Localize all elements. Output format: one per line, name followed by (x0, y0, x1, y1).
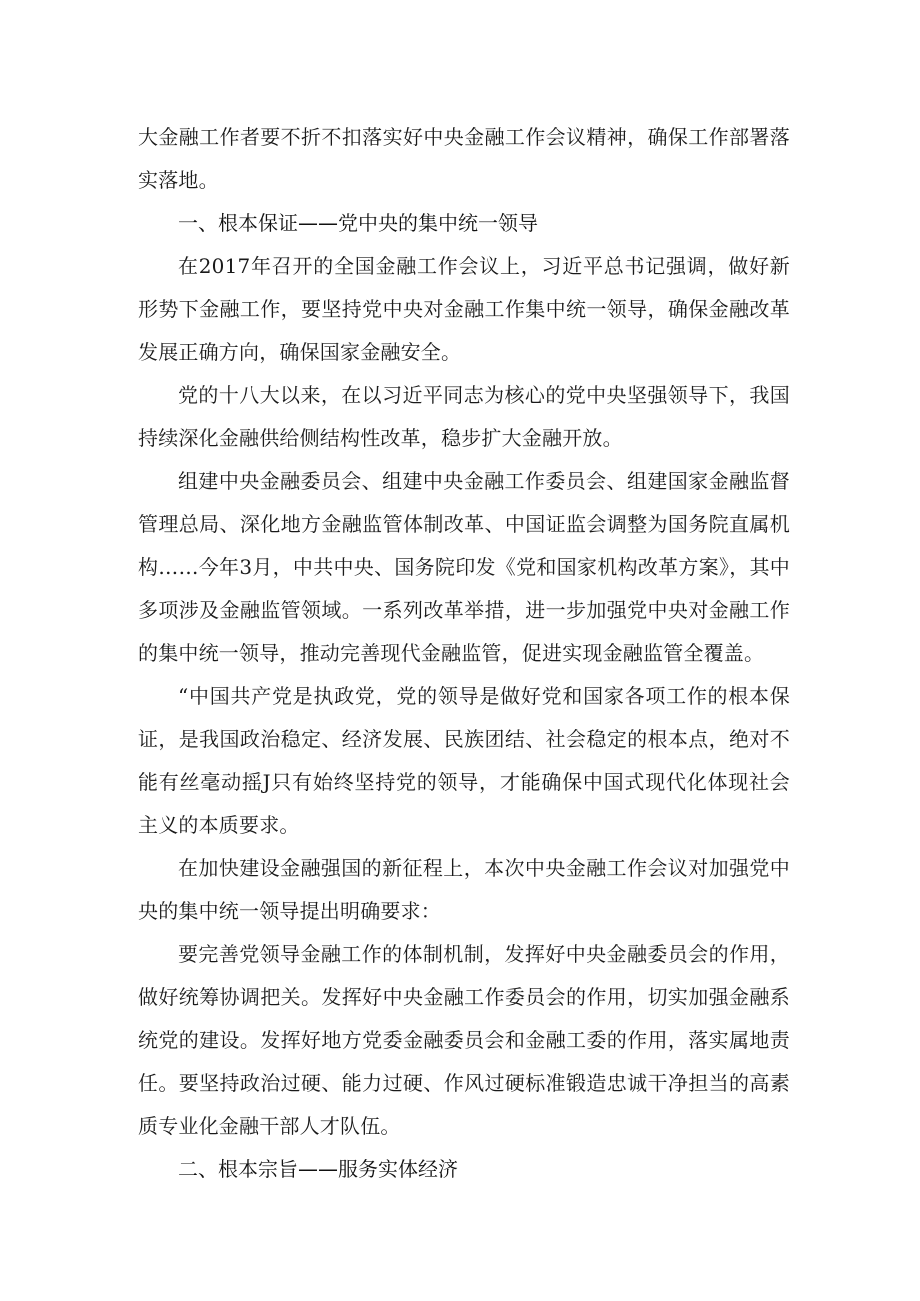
paragraph-4: “中国共产党是执政党，党的领导是做好党和国家各项工作的根本保证，是我国政治稳定、经济发展、民族团结、社会稳定的根本点，绝对不能有丝毫动摇J只有始终坚持党的领导，才能确保中国式现代化体现社会主义的本质要求。 (138, 684, 790, 837)
section-heading-2: 二、根本宗旨——服务实体经济 (178, 1157, 458, 1181)
paragraph-1: 在2017年召开的全国金融工作会议上，习近平总书记强调，做好新形势下金融工作，要坚持党中央对金融工作集中统一领导，确保金融改革发展正确方向，确保国家金融安全。 (138, 254, 790, 364)
paragraph-3: 组建中央金融委员会、组建中央金融工作委员会、组建国家金融监督管理总局、深化地方金融监管体制改革、中国证监会调整为国务院直属机构……今年3月，中共中央、国务院印发《党和国家机构改革方案》，其中多项涉及金融监管领域。一系列改革举措，进一步加强党中央对金融工作的集中统一领导，推动完善现代金融监管，促进实现金融监管全覆盖。 (138, 469, 790, 665)
continuation-paragraph: 大金融工作者要不折不扣落实好中央金融工作会议精神，确保工作部署落实落地。 (138, 125, 790, 192)
paragraph-6: 要完善党领导金融工作的体制机制，发挥好中央金融委员会的作用，做好统筹协调把关。发挥好中央金融工作委员会的作用，切实加强金融系统党的建设。发挥好地方党委金融委员会和金融工委的作用，落实属地责任。要坚持政治过硬、能力过硬、作风过硬标准锻造忠诚干净担当的高素质专业化金融干部人才队伍。 (138, 942, 790, 1138)
paragraph-2: 党的十八大以来，在以习近平同志为核心的党中央坚强领导下，我国持续深化金融供给侧结构性改革，稳步扩大金融开放。 (138, 383, 790, 450)
paragraph-5: 在加快建设金融强国的新征程上，本次中央金融工作会议对加强党中央的集中统一领导提出明确要求： (138, 856, 790, 923)
section-heading-1: 一、根本保证——党中央的集中统一领导 (178, 211, 538, 235)
